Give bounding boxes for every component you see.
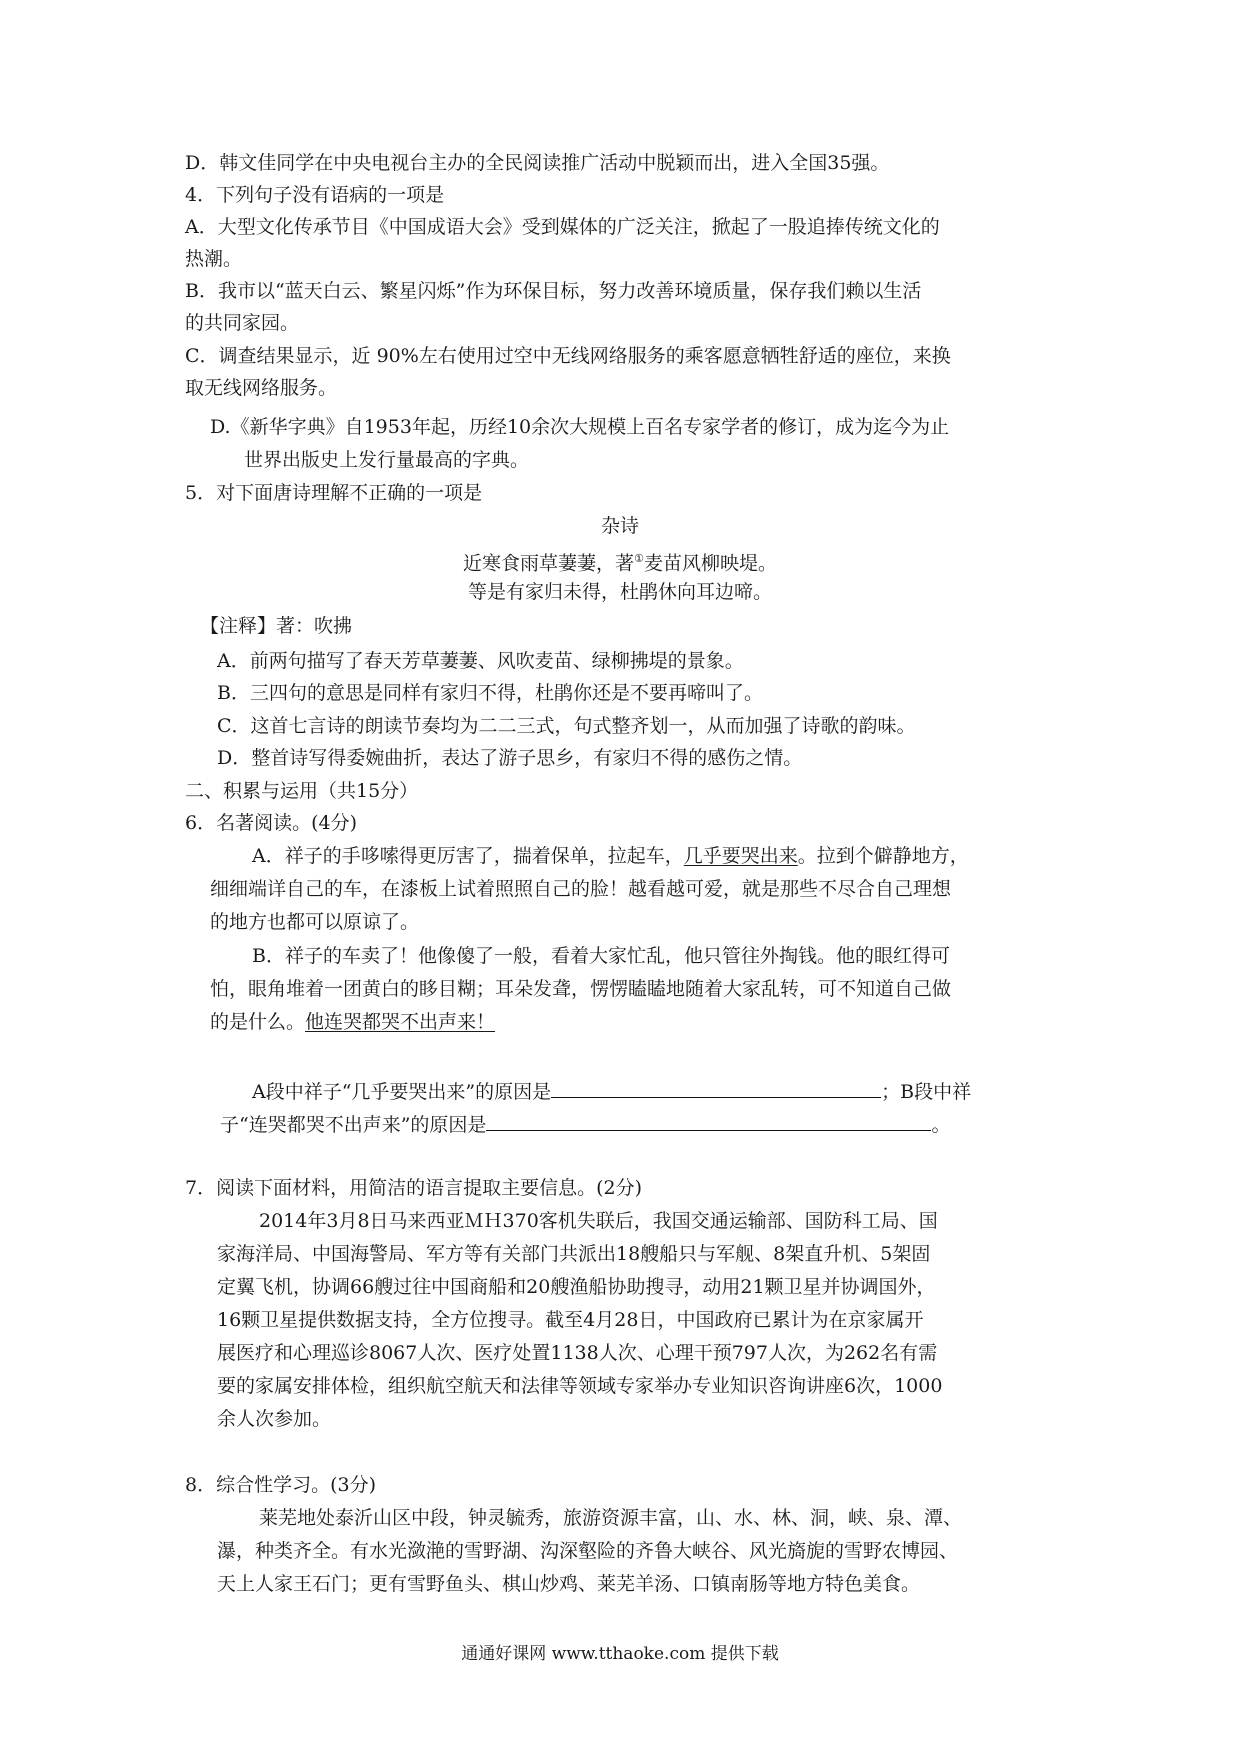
poem-title: 杂诗	[600, 515, 639, 537]
poem-line-2: 等是有家归未得，杜鹃休向耳边啼。	[467, 581, 772, 603]
q4-option-d-line1: D.《新华字典》自1953年起，历经10余次大规模上百名专家学者的修订，成为迄今为止	[210, 416, 950, 438]
q4-stem: 4．下列句子没有语病的一项是	[185, 184, 445, 206]
q8-passage-line3: 天上人家王石门；更有雪野鱼头、棋山炒鸡、莱芜羊汤、口镇南肠等地方特色美食。	[217, 1573, 921, 1595]
q4-option-a-line2: 热潮。	[185, 248, 243, 270]
section-2-heading: 二、积累与运用（共15分）	[185, 780, 419, 802]
poem-line-1-part-a: 近寒食雨草萋萋，著	[463, 552, 635, 575]
q6-passage-b-line3	[210, 1009, 495, 1035]
q7-passage-line5: 展医疗和心理巡诊8067人次、医疗处置1138人次、心理干预797人次，为262名有需	[217, 1342, 938, 1364]
q5-option-c: C．这首七言诗的朗读节奏均为二二三式，句式整齐划一，从而加强了诗歌的韵味。	[217, 715, 916, 737]
q6-passage-b-line2: 怕，眼角堆着一团黄白的眵目糊；耳朵发聋，愣愣瞌瞌地随着大家乱转，可不知道自己做	[210, 978, 952, 1000]
q6-answer-line-1	[252, 1077, 971, 1105]
q6-answer-prompt-b-start: ；B段中祥	[881, 1081, 972, 1103]
q7-passage-line7: 余人次参加。	[217, 1408, 332, 1430]
q6-passage-a-line2: 细细端详自己的车，在漆板上试着照照自己的脸！越看越可爱，就是那些不尽合自己理想	[210, 878, 952, 900]
q6-underlined-phrase-a: 几乎要哭出来	[683, 845, 798, 867]
q4-option-c-line1: C．调查结果显示，近 90%左右使用过空中无线网络服务的乘客愿意牺牲舒适的座位，来换	[185, 345, 951, 367]
q5-option-a: A．前两句描写了春天芳草萋萋、风吹麦苗、绿柳拂堤的景象。	[217, 650, 744, 672]
q6-stem: 6．名著阅读。(4分)	[185, 812, 358, 834]
q5-stem: 5．对下面唐诗理解不正确的一项是	[185, 482, 483, 504]
q3-option-d: D．韩文佳同学在中央电视台主办的全民阅读推广活动中脱颖而出，进入全国35强。	[185, 152, 890, 174]
q4-option-b-line2: 的共同家园。	[185, 312, 300, 334]
page-footer: 通通好课网 www.tthaoke.com 提供下载	[461, 1644, 779, 1664]
q6-passage-a-line1	[252, 843, 969, 869]
poem-line-1	[0, 546, 1240, 576]
q4-option-b-line1: B．我市以“蓝天白云、繁星闪烁”作为环保目标，努力改善环境质量，保存我们赖以生活	[185, 280, 922, 302]
q8-passage-line2: 瀑，种类齐全。有水光潋滟的雪野湖、沟深壑险的齐鲁大峡谷、风光旖旎的雪野农博园、	[217, 1540, 959, 1562]
q6-passage-b-text: 的是什么。	[210, 1011, 306, 1033]
q6-passage-a-line3: 的地方也都可以原谅了。	[210, 911, 420, 933]
poem-footnote-marker: ①	[634, 552, 644, 565]
q7-stem: 7．阅读下面材料，用简洁的语言提取主要信息。(2分)	[185, 1177, 643, 1199]
q6-passage-a-text-end: 。拉到个僻静地方，	[797, 845, 969, 867]
q6-answer-blank-a[interactable]	[551, 1077, 881, 1098]
q7-passage-line2: 家海洋局、中国海警局、军方等有关部门共派出18艘船只与军舰、8架直升机、5架固	[217, 1243, 931, 1265]
q6-answer-prompt-b: 子“连哭都哭不出声来”的原因是	[220, 1114, 487, 1136]
q7-passage-line1: 2014年3月8日马来西亚ＭＨ370客机失联后，我国交通运输部、国防科工局、国	[259, 1210, 938, 1232]
q4-option-a-line1: A．大型文化传承节目《中国成语大会》受到媒体的广泛关注，掀起了一股追捧传统文化的	[185, 216, 940, 238]
q7-passage-line6: 要的家属安排体检，组织航空航天和法律等领域专家举办专业知识咨询讲座6次，1000	[217, 1375, 943, 1397]
poem-line-1-part-b: 麦苗风柳映堤。	[643, 552, 777, 575]
q4-option-c-line2: 取无线网络服务。	[185, 377, 338, 399]
q6-answer-prompt-a: A段中祥子“几乎要哭出来”的原因是	[252, 1081, 552, 1103]
q6-answer-line-2	[220, 1110, 950, 1138]
poem-note: 【注释】著：吹拂	[200, 615, 353, 637]
q5-option-d: D．整首诗写得委婉曲折，表达了游子思乡，有家归不得的感伤之情。	[217, 747, 803, 769]
q8-passage-line1: 莱芜地处泰沂山区中段，钟灵毓秀，旅游资源丰富，山、水、林、洞，峡、泉、潭、	[259, 1507, 963, 1529]
q6-passage-b-line1: B．祥子的车卖了！他像傻了一般，看着大家忙乱，他只管往外掏钱。他的眼红得可	[252, 945, 950, 967]
q7-passage-line3: 定翼飞机，协调66艘过往中国商船和20艘渔船协助搜寻，动用21颗卫星并协调国外，	[217, 1276, 936, 1298]
q7-passage-line4: 16颗卫星提供数据支持，全方位搜寻。截至4月28日，中国政府已累计为在京家属开	[217, 1309, 924, 1331]
q6-answer-end-mark: 。	[931, 1114, 951, 1136]
q6-answer-blank-b[interactable]	[486, 1110, 931, 1131]
q4-option-d-line2: 世界出版史上发行量最高的字典。	[244, 449, 530, 471]
q6-underlined-phrase-b: 他连哭都哭不出声来！	[305, 1011, 496, 1033]
q8-stem: 8．综合性学习。(3分)	[185, 1474, 377, 1496]
q5-option-b: B．三四句的意思是同样有家归不得，杜鹃你还是不要再啼叫了。	[217, 682, 763, 704]
q6-passage-a-text: A．祥子的手哆嗦得更厉害了，揣着保单，拉起车，	[252, 845, 684, 867]
